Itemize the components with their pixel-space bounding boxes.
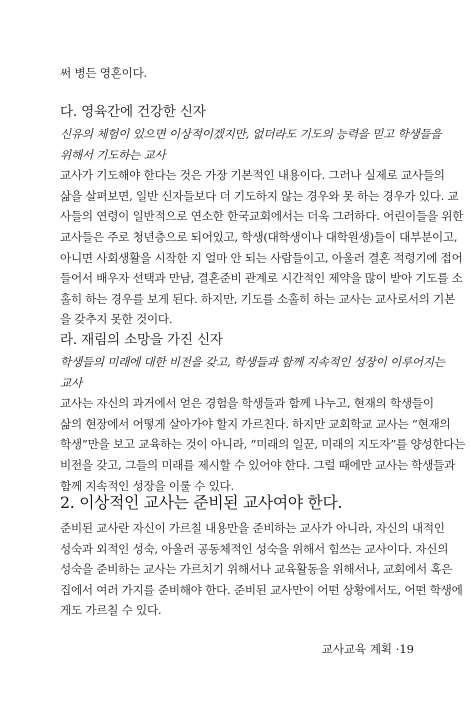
body-line: 교사가 기도해야 한다는 것은 가장 기본적인 내용이다. 그러나 실제로 교사들의 — [60, 168, 445, 183]
italic-summary — [60, 124, 442, 165]
body-line: 을 갖추지 못한 것이다. — [60, 312, 173, 327]
body-line: 들어서 배우자 선택과 만남, 결혼준비 관계로 시간적인 제약을 많이 받아 기도를 소 — [60, 271, 463, 286]
italic-line: 신유의 체험이 있으면 이상적이겠지만, 없더라도 기도의 능력을 믿고 학생들을 — [60, 127, 442, 141]
section-heading: 다. 영육간에 건강한 신자 — [60, 104, 206, 120]
body-line: 성숙과 외적인 성숙, 아울러 공동체적인 성숙을 위해서 힘쓰는 교사이다. 자신의 — [60, 541, 449, 556]
body-paragraph — [60, 393, 466, 496]
italic-line: 교사 — [60, 375, 82, 390]
body-line: 교사는 자신의 과거에서 얻은 경험을 학생들과 함께 나누고, 현재의 학생들이 — [60, 396, 434, 411]
body-line: 함께 지속적인 성장을 이룰 수 있다. — [60, 478, 234, 493]
section-ra — [60, 330, 466, 496]
section-da — [60, 102, 464, 330]
chapter-section-heading: 2. 이상적인 교사는 준비된 교사여야 한다. — [60, 493, 343, 512]
continued-paragraph — [60, 63, 422, 84]
body-line: 비전을 갖고, 그들의 미래를 제시할 수 있어야 한다. 그럴 때에만 교사는 학생들과 — [60, 457, 456, 472]
italic-line: 학생들의 미래에 대한 비전을 갖고, 학생들과 함께 지속적인 성장이 이루어지는 — [60, 355, 445, 369]
body-line: 사들의 연령이 일반적으로 연소한 한국교회에서는 더욱 그러하다. 어린이들을 위한 — [60, 209, 464, 224]
body-paragraph — [60, 518, 463, 621]
body-line: 삶을 살펴보면, 일반 신자들보다 더 기도하지 않는 경우와 못 하는 경우가 있다. 교 — [60, 188, 459, 203]
body-line: 집에서 여러 가지를 준비해야 한다. 준비된 교사만이 어떤 상황에서도, 어떤 학생에 — [60, 582, 463, 597]
body-line: 삶의 현장에서 어떻게 살아가야 할지 가르친다. 하지만 교회학교 교사는 “현재의 — [60, 416, 451, 431]
body-line: 준비된 교사란 자신이 가르칠 내용만을 준비하는 교사가 아니라, 자신의 내적인 — [60, 521, 445, 535]
footer-separator: · — [395, 642, 400, 656]
body-line: 써 병든 영혼이다. — [60, 66, 147, 80]
italic-line: 위해서 기도하는 교사 — [60, 147, 166, 162]
page-footer — [322, 641, 414, 657]
body-line: 아니면 사회생활을 시작한 지 얼마 안 되는 사람들이고, 아울러 결혼 적령기에 접어 — [60, 250, 463, 265]
body-line: 성숙을 준비하는 교사는 가르치기 위해서나 교육활동을 위해서나, 교회에서 혹은 — [60, 562, 453, 577]
section-heading: 라. 재림의 소망을 가진 신자 — [60, 332, 223, 348]
page-number: 19 — [399, 642, 414, 656]
italic-summary — [60, 352, 445, 393]
section-2 — [60, 492, 463, 621]
body-line: 학생”만을 보고 교육하는 것이 아니라, “미래의 일꾼, 미래의 지도자”를 양성한다는 — [60, 437, 466, 452]
running-title: 교사교육 계획 — [321, 642, 393, 656]
body-paragraph — [60, 165, 464, 330]
body-line: 게도 가르칠 수 있다. — [60, 603, 162, 618]
body-line: 교사들은 주로 청년층으로 되어있고, 학생(대학생이나 대학원생)들이 대부분이고, — [60, 229, 458, 244]
body-line: 홀히 하는 경우를 보게 된다. 하지만, 기도를 소홀히 하는 교사는 교사로서의 기본 — [60, 291, 456, 306]
